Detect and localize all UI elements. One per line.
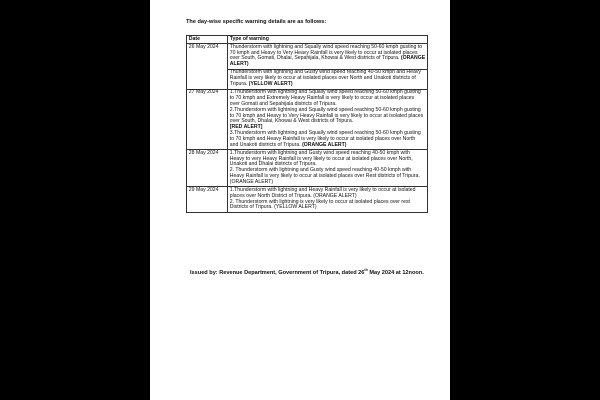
warning-text: 2. Thunderstorm with lightning is very likely to occur at isolated places over rest Districts of Tripura. [229, 198, 410, 211]
warning-text: 1.Thunderstorm with lightning and Squally wind speed reaching 50-60 kmph gusting to 70 kmph and Extremely Heavy Rainfall is very likely to occur at isolated places over Gomati and Sepahijala districts of Tripura. [229, 89, 421, 107]
warning-text: Thunderstorm with lightning and Squally wind speed reaching 50-60 kmph gusting to 70 kmph and Heavy to Very Heavy Rainfall is very likely to occur at isolated places over South, Gomati, Dhalai, Sepahijala, Khowai & West districts of Tripura. [229, 43, 423, 62]
table-row [187, 150, 428, 187]
alert-label: (ORANGE ALERT) [302, 141, 347, 148]
alert-label: (YELLOW ALERT) [248, 81, 293, 88]
warning-item [230, 131, 425, 148]
warning-item [230, 168, 425, 185]
table-header-row [187, 36, 428, 44]
date-cell: 26 May 2024 [187, 44, 228, 89]
table-row [187, 89, 428, 150]
warning-item [230, 108, 425, 131]
warning-item [230, 151, 425, 168]
date-cell: 28 May 2024 [187, 150, 228, 187]
table-row [187, 44, 428, 70]
warning-details-heading: The day-wise specific warning details are as follows: [186, 19, 327, 25]
warning-table [186, 35, 428, 213]
date-column-header: Date [187, 36, 228, 44]
warning-item [230, 90, 425, 107]
table-row [187, 187, 428, 213]
warning-text: 2. Thunderstorm with lightning and Gusty wind speed reaching 40-50 kmph with Heavy Rainfall is very likely to occur at isolated places over Rest districts of Tripura. [229, 167, 420, 180]
warning-cell [228, 89, 428, 150]
warning-cell [228, 150, 428, 187]
alert-label: (ORANGE ALERT) [229, 178, 274, 185]
warning-text: 1.Thunderstorm with lightning and Gusty wind speed reaching 40-50 kmph with Heavy to very Heavy Rainfall is very likely to occur at isolated places over North, Unakoti and Dhalai districts of Tripura. [229, 149, 413, 168]
warning-item [230, 200, 425, 212]
warning-text: Thunderstorm with lightning and Gusty wind speed reaching 40-50 kmph and Heavy Rainfall is very likely to occur at isolated places over North and Unakoti districts of Tripura. [229, 69, 421, 88]
issued-by-footer [190, 270, 424, 276]
footer-prefix: Issued by: Revenue Department, Government of Tripura, dated 26 [190, 270, 365, 276]
alert-label: (YELLOW ALERT) [274, 204, 317, 211]
warning-cell [228, 44, 428, 70]
warning-cell [228, 69, 428, 89]
alert-label: [RED ALERT] [229, 124, 263, 131]
alert-label: (ORANGE ALERT) [229, 55, 426, 68]
alert-label: (ORANGE ALERT) [313, 192, 357, 199]
date-cell: 27 May 2024 [187, 89, 228, 150]
date-cell: 29 May 2024 [187, 187, 228, 213]
warning-text: 3.Thunderstorm with lightning and Squally wind speed reaching 50-60 kmph gusting to 70 kmph and Heavy Rainfall is very likely to occur at isolated places over North and Unakoti districts of Tripura. [229, 129, 421, 148]
warning-text: 1.Thunderstorm with lightning and Heavy Rainfall is very likely to occur at isolated places over North District of Tripura. [229, 187, 416, 199]
warning-type-column-header: Type of warning [228, 36, 428, 44]
document-page [150, 0, 450, 400]
footer-suffix: May 2024 at 12noon. [367, 270, 424, 276]
warning-text: 2.Thunderstorm with lightning and Squally wind speed reaching 50-60 kmph gusting to 70 kmph and Heavy to Very Heavy Rainfall is very likely to occur at isolated places over South, Dhalai, Khowai & West districts of Tripura. [229, 106, 424, 125]
warning-cell [228, 187, 428, 213]
footer-ordinal-suffix: th [364, 268, 368, 273]
